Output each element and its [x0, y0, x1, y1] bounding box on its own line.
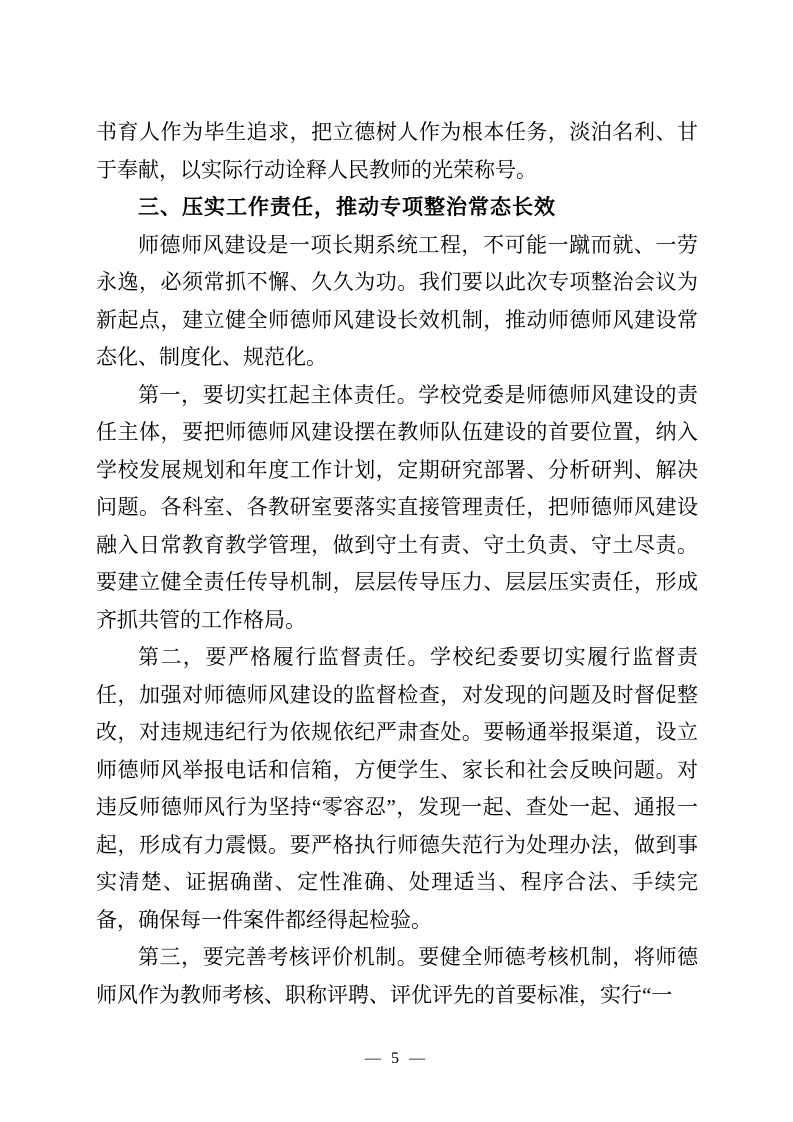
continuation-paragraph: 书育人作为毕生追求，把立德树人作为根本任务，淡泊名利、甘于奉献，以实际行动诠释人民教师的光荣称号。 [96, 120, 698, 182]
section-heading: 三、压实工作责任，推动专项整治常态长效 [138, 196, 556, 219]
paragraph-overview: 师德师风建设是一项长期系统工程，不可能一蹴而就、一劳永逸，必须常抓不懈、久久为功。我们要以此次专项整治会议为新起点，建立健全师德师风建设长效机制，推动师德师风建设常态化、制度化、规范化。 [96, 232, 698, 369]
paragraph-first-point: 第一，要切实扛起主体责任。学校党委是师德师风建设的责任主体，要把师德师风建设摆在教师队伍建设的首要位置，纳入学校发展规划和年度工作计划，定期研究部署、分析研判、解决问题。各科室、各教研室要落实直接管理责任，把师德师风建设融入日常教育教学管理，做到守土有责、守土负责、守土尽责。要建立健全责任传导机制，层层传导压力、层层压实责任，形成齐抓共管的工作格局。 [96, 382, 698, 632]
paragraph-second-point: 第二，要严格履行监督责任。学校纪委要切实履行监督责任，加强对师德师风建设的监督检查，对发现的问题及时督促整改，对违规违纪行为依规依纪严肃查处。要畅通举报渠道，设立师德师风举报电话和信箱，方便学生、家长和社会反映问题。对违反师德师风行为坚持“零容忍”，发现一起、查处一起、通报一起，形成有力震慑。要严格执行师德失范行为处理办法，做到事实清楚、证据确凿、定性准确、处理适当、程序合法、手续完备，确保每一件案件都经得起检验。 [96, 645, 698, 932]
page-number: — 5 — [365, 1050, 428, 1067]
paragraph-third-point: 第三，要完善考核评价机制。要健全师德考核机制，将师德师风作为教师考核、职称评聘、评优评先的首要标准，实行“一 [96, 945, 698, 1007]
document-content [96, 114, 698, 1014]
